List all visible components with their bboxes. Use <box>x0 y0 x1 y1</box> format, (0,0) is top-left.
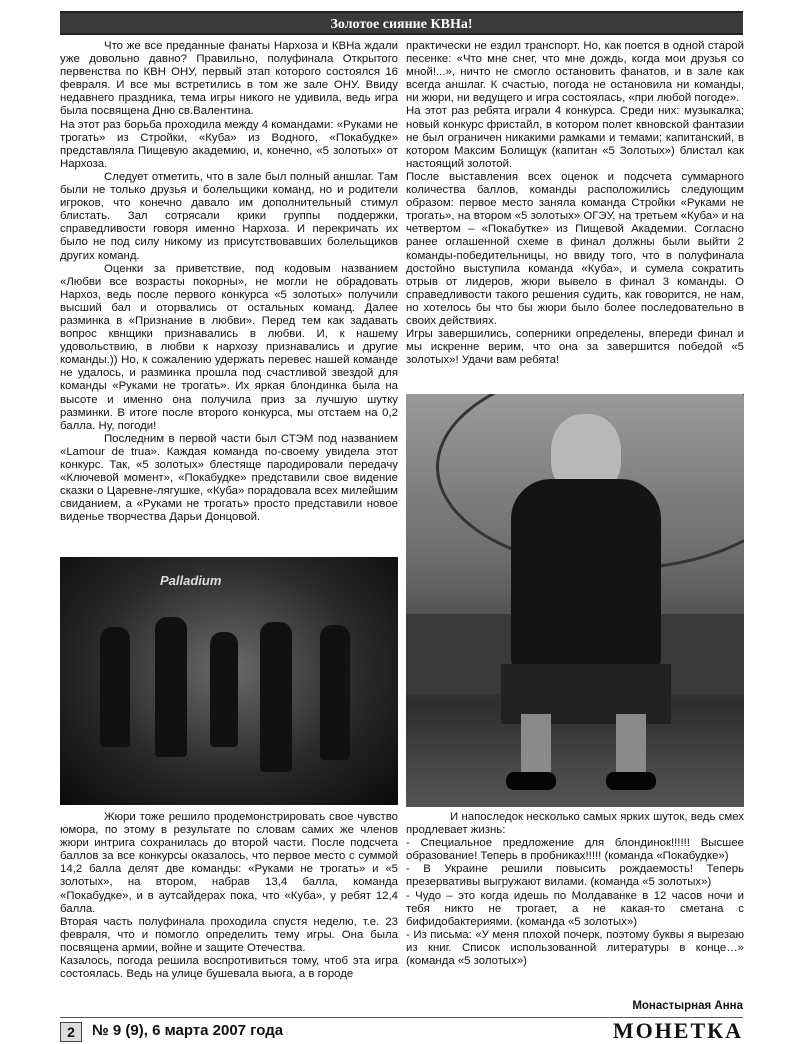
dancer-figure <box>210 632 238 747</box>
article-paragraph: Жюри тоже решило продемонстрировать свое чувство юмора, по этому в результате по словам самих же членов жюри интрига сохранилась до второй части. После подсчета баллов за все конкурсы оказалось, что первое место с суммой 14,2 балла делят две команды: «Руками не трогать» и «5 золотых», на втором, набрав 13,4 балла, команда «Покабудке», и в аутсайдерах пока, что «Куба», у ребят 12,4 балла. <box>60 811 398 915</box>
article-paragraph: Следует отметить, что в зале был полный аншлаг. Там были не только друзья и болельщики команд, но и родители игроков, что конечно давало им дополнительный стимул блистать. Зал сотрясали крики группы поддержки, справедливости говоря именно Нархоза. И перекричать их было не под силу никому из присутствовавших болельщиков других команд. <box>60 170 398 262</box>
person-leg <box>521 714 551 779</box>
article-paragraph: Игры завершились, соперники определены, впереди финал и мы искренне верим, что она за завершится победой «5 золотых»! Удачи вам ребята! <box>406 328 744 367</box>
dancer-figure <box>320 625 350 760</box>
dancer-figure <box>155 617 187 757</box>
article-paragraph: На этот раз ребята играли 4 конкурса. Среди них: музыкалка; новый конкурс фристайл, в котором полет квновской фантазии не был ограничен никакими рамками и темами; капитанский, в котором Максим Болищук (капитан «5 Золотых») блистал как настоящий золотой. <box>406 105 744 170</box>
article-paragraph: - Из письма: «У меня плохой почерк, поэтому буквы я вырезаю из книг. Список использованной литературы в конце…» (команда «5 золотых») <box>406 928 744 968</box>
article-column-left-bottom <box>60 811 398 981</box>
person-shoe <box>506 772 556 790</box>
page-number: 2 <box>60 1022 82 1042</box>
newspaper-logo: МОНЕТКА <box>612 1018 743 1043</box>
article-paragraph: Что же все преданные фанаты Нархоза и КВНа ждали уже довольно давно? Правильно, полуфинала Открытого первенства по КВН ОНУ, первый этап которого состоялся 16 февраля. И все мы встретились в том же зале ОНУ. Ввиду недавнего праздника, тема игры никого не удивила, ведь игра была посвящена Дню св.Валентина. <box>60 40 398 118</box>
article-paragraph: Казалось, погода решила воспротивиться тому, чтоб эта игра состоялась. Ведь на улице бушевала вьюга, а в городе <box>60 955 398 981</box>
photo-captain-on-stage <box>406 394 744 807</box>
article-paragraph: Последним в первой части был СТЭМ под названием «Lamour de trua». Каждая команда по-своему увидела этот конкурс. Так, «5 золотых» блестяще пародировали передачу «Ключевой момент», «Покабудке» представили свое видение сказки о Царевне-лягушке, «Куба» порадовала всех милейшим свиданием, а «Руками не трогать» просто представили новое виденье творчества Дарьи Донцовой. <box>60 432 398 524</box>
article-column-right-bottom <box>406 811 744 968</box>
article-paragraph: - В Украине решили повысить рождаемость! Теперь презервативы выгружают вилами. (команда «5 золотых») <box>406 863 744 889</box>
article-paragraph: И напоследок несколько самых ярких шуток, ведь смех продлевает жизнь: <box>406 811 744 837</box>
article-column-left-top <box>60 40 398 524</box>
section-title: Золотое сияние КВНа! <box>330 17 473 32</box>
person-jacket <box>511 479 661 669</box>
section-header <box>60 11 743 35</box>
article-paragraph: Оценки за приветствие, под кодовым названием «Любви все возрасты покорны», не могли не обрадовать Нархоз, ведь после первого конкурса «5 золотых» получили высший бал и оторвались от остальных команд. Далее разминка в «Признание в любви». Перед тем как задавать вопрос квнщики признавались в любви. И, к нашему удовольствию, в любви к нархозу признавались и другие команды.)) Но, к сожалению удержать перевес нашей команде не удалось, и разминка прошла под счастливой звездой для команды «Руками не трогать». Их яркая блондинка была на высоте и именно она получила приз за лучшую шутку разминки. В итоге после второго конкурса, мы отстаем на 0,2 балла. Ну, погоди! <box>60 262 398 432</box>
article-paragraph: После выставления всех оценок и подсчета суммарного количества баллов, команды расположились следующим образом: первое место заняла команда Стройки «Руками не трогать», на втором «5 золотых» ОГЭУ, на третьем «Куба» и на четвертом – «Покабутке» из Пищевой Академии. Согласно ранее оглашенной схеме в финал должны были выйти 2 команды-победительницы, но ввиду того, что в полуфинала достойно выступила команда «Куба», и сумела сократить отрыв от лидеров, жюри вывело в финал 3 команды. О справедливости такого решения судить, как говорится, не нам, но хотелось бы что бы жюри было более последовательно в своих действиях. <box>406 170 744 327</box>
palladium-sign: Palladium <box>160 573 222 588</box>
article-column-right-top <box>406 40 744 367</box>
article-paragraph: - Чудо – это когда идешь по Молдаванке в 12 часов ночи и тебя никто не трогает, а не какая-то сметана с бифидобактериями. (команда «5 золотых») <box>406 889 744 928</box>
article-paragraph: Вторая часть полуфинала проходила спустя неделю, т.е. 23 февраля, что и помогло определить тему игры. Она была посвящена армии, войне и защите Отечества. <box>60 915 398 954</box>
author-signature: Монастырная Анна <box>632 1000 743 1012</box>
dancer-figure <box>100 627 130 747</box>
person-shoe <box>606 772 656 790</box>
article-paragraph: На этот раз борьба проходила между 4 командами: «Руками не трогать» из Стройки, «Куба» из Водного, «Покабудке» представляла Пищевую академию, и, конечно, «5 золотых» от Нархоза. <box>60 118 398 170</box>
article-paragraph: - Специальное предложение для блондинок!!!!!! Высшее образование! Теперь в пробниках!!!!! (команда «Покабудке») <box>406 837 744 863</box>
photo-dance-performance <box>60 557 398 805</box>
dancer-figure <box>260 622 292 772</box>
person-leg <box>616 714 646 779</box>
issue-info: № 9 (9), 6 марта 2007 года <box>92 1022 284 1039</box>
article-paragraph: практически не ездил транспорт. Но, как поется в одной старой песенке: «Что мне снег, что мне дождь, когда мои друзья со мной!...», ничто не смогло остановить фанатов, и в зале как всегда аншлаг. К счастью, погода не остановила ни команды, ни жюри, ни ведущего и игра состоялась, «при любой погоде». <box>406 40 744 105</box>
